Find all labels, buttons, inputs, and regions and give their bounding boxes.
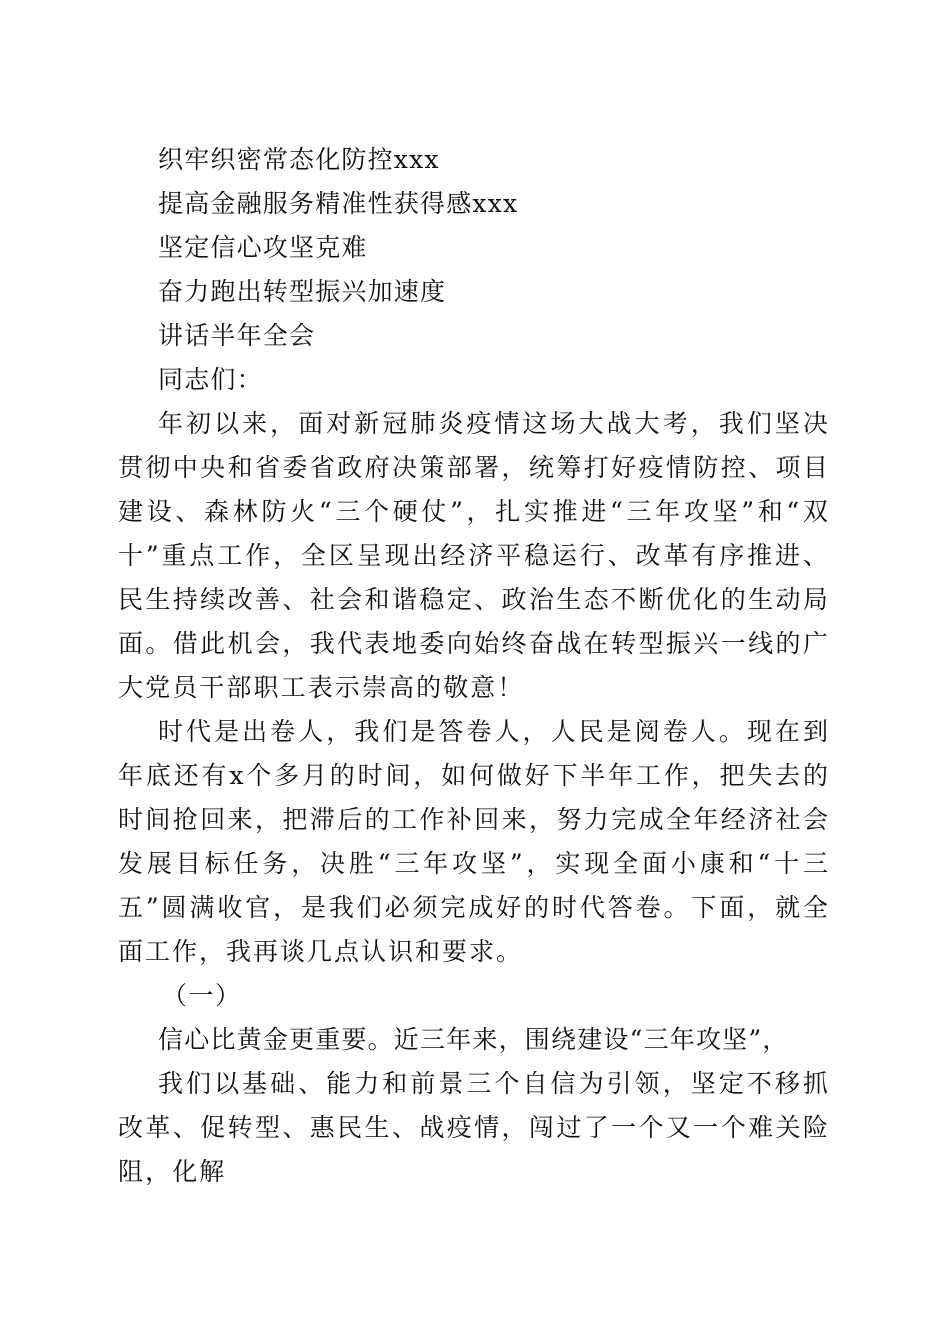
title-line: 讲话半年全会 bbox=[158, 321, 316, 350]
document-body bbox=[118, 138, 830, 1194]
paragraph: 信心比黄金更重要。近三年来，围绕建设“三年攻坚”， bbox=[158, 1025, 789, 1054]
title-line: 奋力跑出转型振兴加速度 bbox=[158, 277, 447, 306]
title-line: 坚定信心攻坚克难 bbox=[158, 233, 368, 262]
title-line: 提高金融服务精准性获得感xxx bbox=[158, 189, 519, 218]
paragraph: 我们以基础、能力和前景三个自信为引领，坚定不移抓改革、促转型、惠民生、战疫情，闯过了一个又一个难关险阻，化解 bbox=[118, 1069, 830, 1186]
salutation: 同志们： bbox=[158, 365, 263, 394]
title-line: 织牢织密常态化防控xxx bbox=[158, 145, 440, 174]
paragraph: 时代是出卷人，我们是答卷人，人民是阅卷人。现在到年底还有x个多月的时间，如何做好下半年工作，把失去的时间抢回来，把滞后的工作补回来，努力完成全年经济社会发展目标任务，决胜“三年攻坚”，实现全面小康和“十三五”圆满收官，是我们必须完成好的时代答卷。下面，就全面工作，我再谈几点认识和要求。 bbox=[118, 717, 830, 966]
section-number: （一） bbox=[162, 981, 242, 1010]
paragraph: 年初以来，面对新冠肺炎疫情这场大战大考，我们坚决贯彻中央和省委省政府决策部署，统筹打好疫情防控、项目建设、森林防火“三个硬仗”，扎实推进“三年攻坚”和“双十”重点工作，全区呈现出经济平稳运行、改革有序推进、民生持续改善、社会和谐稳定、政治生态不断优化的生动局面。借此机会，我代表地委向始终奋战在转型振兴一线的广大党员干部职工表示崇高的敬意！ bbox=[118, 409, 830, 702]
